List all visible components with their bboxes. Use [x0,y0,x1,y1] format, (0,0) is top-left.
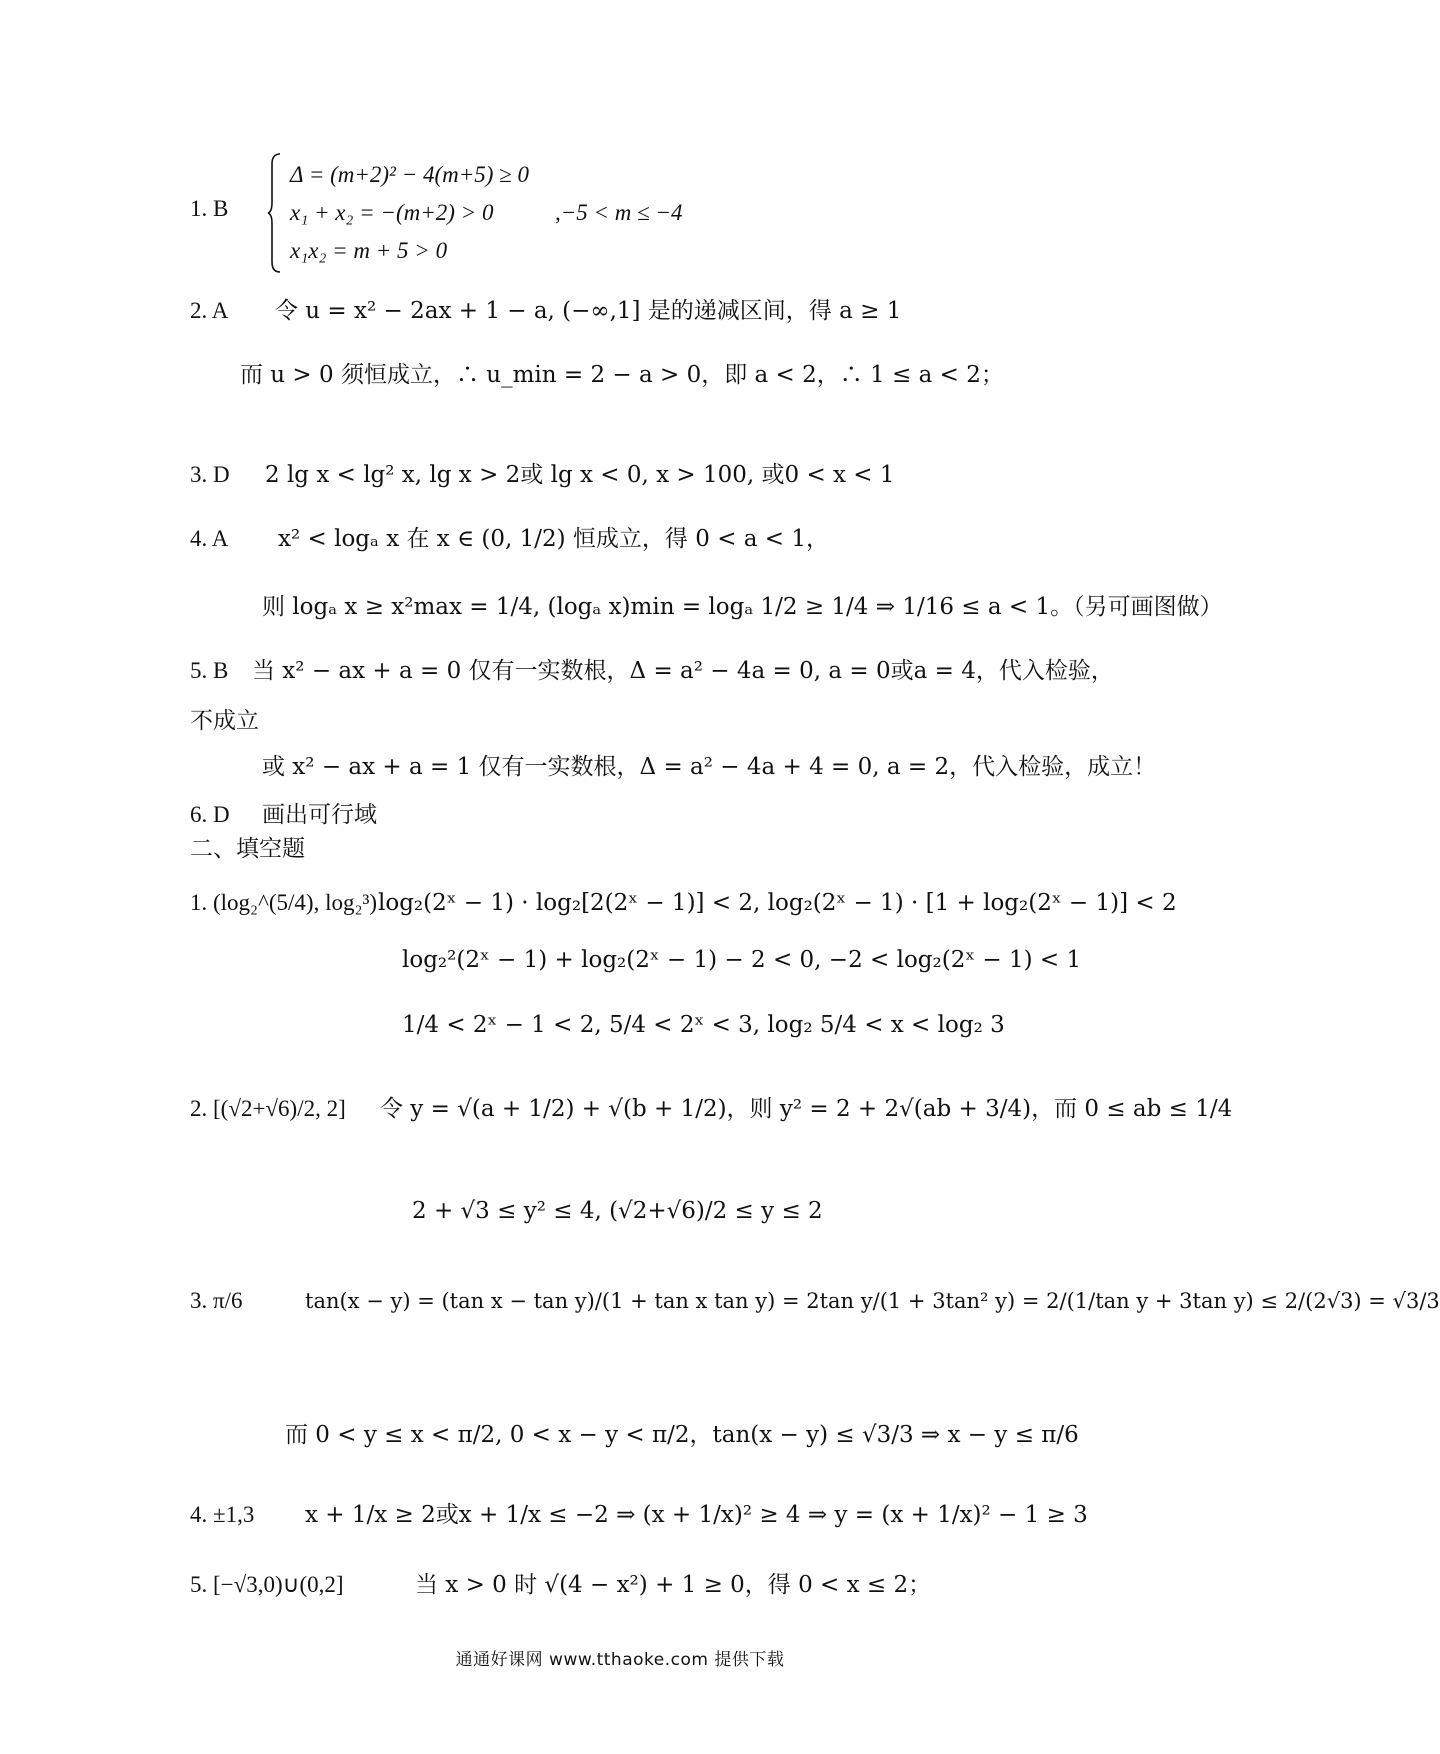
answer-label-4: 4. A [190,526,229,551]
answer-label-6: 6. D [190,802,230,827]
case-line-2: x₁ + x₂ = −(m+2) > 0 [290,200,494,225]
fill-1-line-3: 1/4 < 2ˣ − 1 < 2, 5/4 < 2ˣ < 3, log₂ 5/4 < x < log₂ 3 [402,1012,1005,1038]
answer-2-line-1: 令 u = x² − 2ax + 1 − a, (−∞,1] 是的递减区间，得 a ≥ 1 [275,298,902,324]
case-line-3: x₁x₂ = m + 5 > 0 [290,238,448,263]
answer-2-line-2: 而 u > 0 须恒成立，∴ u_min = 2 − a > 0，即 a < 2，∴ 1 ≤ a < 2； [240,362,1004,388]
answer-label-2: 2. A [190,298,229,323]
fill-label-1: 1. (log₂^(5/4), log₂³) [190,890,378,915]
fill-2-line-1: 令 y = √(a + 1/2) + √(b + 1/2)，则 y² = 2 + 2√(ab + 3/4)，而 0 ≤ ab ≤ 1/4 [380,1096,1233,1122]
answer-5-line-3: 或 x² − ax + a = 1 仅有一实数根，Δ = a² − 4a + 4 = 0, a = 2，代入检验，成立！ [262,754,1157,780]
answer-4-line-1: x² < logₐ x 在 x ∈ (0, 1/2) 恒成立，得 0 < a < 1， [278,526,830,552]
case-result: ,−5 < m ≤ −4 [555,200,683,225]
fill-5-line-1: 当 x > 0 时 √(4 − x²) + 1 ≥ 0，得 0 < x ≤ 2； [415,1572,932,1598]
page-footer: 通通好课网 www.tthaoke.com 提供下载 [455,1650,785,1670]
answer-6-line-1: 画出可行域 [262,802,377,828]
section-heading: 二、填空题 [190,836,305,862]
answer-4-line-2: 则 logₐ x ≥ x²max = 1/4, (logₐ x)min = logₐ 1/2 ≥ 1/4 ⇒ 1/16 ≤ a < 1。（另可画图做） [262,594,1223,620]
fill-2-line-2: 2 + √3 ≤ y² ≤ 4, (√2+√6)/2 ≤ y ≤ 2 [412,1198,823,1224]
case-line-1: Δ = (m+2)² − 4(m+5) ≥ 0 [290,162,530,187]
fill-1-line-2: log₂²(2ˣ − 1) + log₂(2ˣ − 1) − 2 < 0, −2 < log₂(2ˣ − 1) < 1 [402,947,1082,973]
fill-label-3: 3. π/6 [190,1288,243,1313]
answer-5-line-1: 当 x² − ax + a = 0 仅有一实数根，Δ = a² − 4a = 0, a = 0或a = 4，代入检验， [252,658,1114,684]
fill-1-line-1: log₂(2ˣ − 1) · log₂[2(2ˣ − 1)] < 2, log₂(2ˣ − 1) · [1 + log₂(2ˣ − 1)] < 2 [378,890,1177,916]
fill-label-4: 4. ±1,3 [190,1502,255,1527]
fill-label-2: 2. [(√2+√6)/2, 2] [190,1096,346,1121]
answer-label-3: 3. D [190,462,230,487]
answer-5-line-2: 不成立 [190,708,259,734]
fill-3-line-1: tan(x − y) = (tan x − tan y)/(1 + tan x tan y) = 2tan y/(1 + 3tan² y) = 2/(1/tan y + 3tan y) ≤ 2/(2√3) = √3/3 [305,1289,1440,1313]
answer-label-1: 1. B [190,196,229,221]
fill-4-line-1: x + 1/x ≥ 2或x + 1/x ≤ −2 ⇒ (x + 1/x)² ≥ 4 ⇒ y = (x + 1/x)² − 1 ≥ 3 [305,1502,1088,1528]
answer-3-line-1: 2 lg x < lg² x, lg x > 2或 lg x < 0, x > 100, 或0 < x < 1 [265,462,895,488]
answer-label-5: 5. B [190,658,229,683]
fill-3-line-2: 而 0 < y ≤ x < π/2, 0 < x − y < π/2，tan(x − y) ≤ √3/3 ⇒ x − y ≤ π/6 [285,1422,1079,1448]
cases-brace [268,152,282,274]
fill-label-5: 5. [−√3,0)∪(0,2] [190,1572,344,1597]
